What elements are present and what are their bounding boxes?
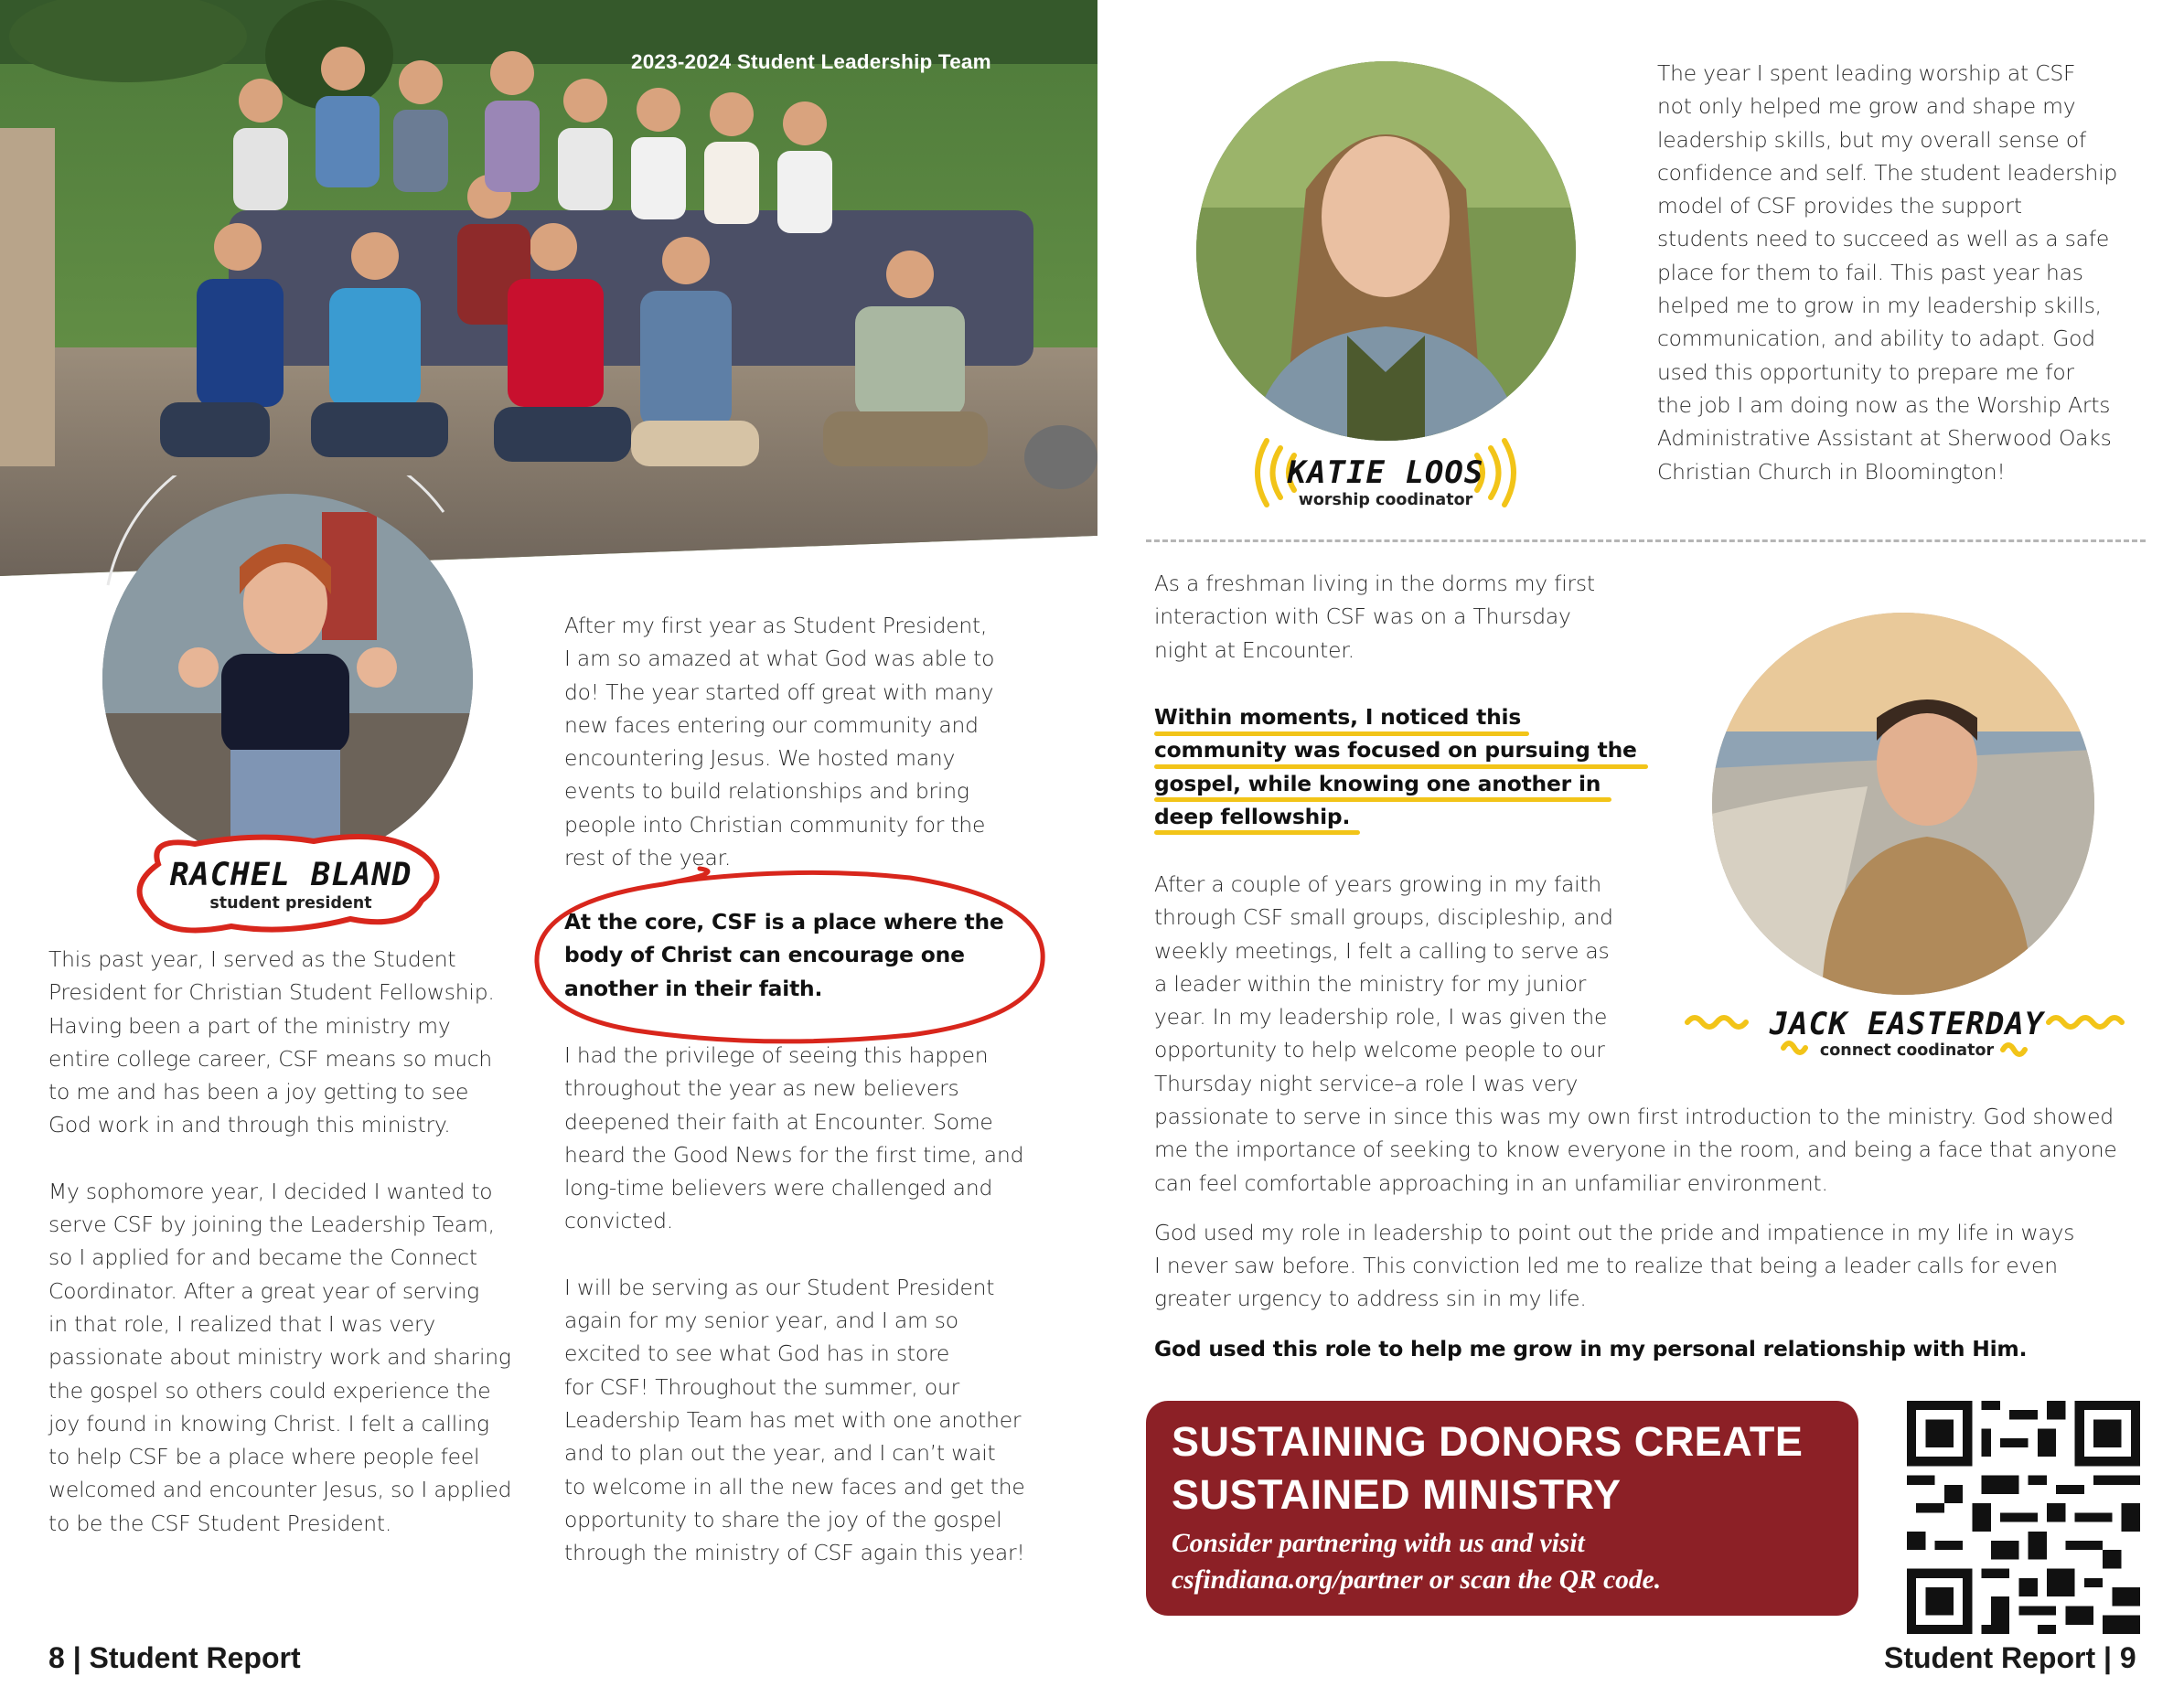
rachel-paragraph-5: I will be serving as our Student President again for my senior year, and I am so excited to see what God has in store for CSF! Throughout the summer, our Leadership Team has met with one another and to plan out the year, and I can’t wait to welcome in all the new faces and get the opportunity to share the joy of the gospel through the ministry of CSF again this year! <box>564 1274 1025 1566</box>
pull-quote-text: At the core, CSF is a place where the body of Christ can encourage one another in their faith. <box>564 909 1004 1001</box>
highlight-underline-4 <box>1154 830 1360 835</box>
jack-role: connect coodinator <box>1819 1041 1995 1060</box>
jack-highlight-text: Within moments, I noticed this community was focused on pursuing the gospel, while knowing one another in deep fellowship. <box>1154 704 1637 829</box>
section-divider <box>1146 539 2146 542</box>
rachel-paragraph-1: This past year, I served as the Student President for Christian Student Fellowship. Having been a part of the ministry my entire college career, CSF means so much to me and has been a joy getting to see God work in and through this ministry. <box>48 946 495 1138</box>
right-page-footer: Student Report | 9 <box>1884 1641 2136 1674</box>
katie-paragraph: The year I spent leading worship at CSF not only helped me grow and shape my leadership skills, but my overall sense of confidence and self. The student leadership model of CSF provides the support students need to succeed as well as a safe place for them to fail. This past year has helped me to grow in my leadership skills, communication, and ability to adapt. God used this opportunity to prepare me for the job I am doing now as the Worship Arts Administrative Assistant at Sherwood Oaks Christian Church in Bloomington! <box>1657 60 2118 485</box>
rachel-paragraph-3: After my first year as Student President, I am so amazed at what God was able to do! The year started off great with many new faces entering our community and encountering Jesus. We hosted many events to build relationships and bring people into Christian community for the rest of the year. <box>564 613 995 871</box>
left-column-2-intro <box>564 609 1058 874</box>
highlight-underline-2 <box>1154 764 1648 769</box>
donor-callout <box>1146 1401 1858 1616</box>
rachel-role: student president <box>209 894 372 913</box>
jack-paragraph-2a: After a couple of years growing in my faith through CSF small groups, discipleship, and weekly meetings, I felt a calling to serve as a leader within the ministry for my junior year. In my leadership role, I was given the opportunity to help welcome people to our Thursday night service–a role I was very <box>1154 871 1613 1096</box>
jack-paragraph-2-narrow <box>1154 868 1666 1100</box>
katie-column <box>1657 57 2169 488</box>
qr-code[interactable] <box>1907 1401 2140 1634</box>
katie-photo <box>1196 61 1576 441</box>
jack-paragraph-1: As a freshman living in the dorms my first interaction with CSF was on a Thursday night at Encounter. <box>1154 571 1595 663</box>
jack-avatar <box>1712 613 2094 995</box>
jack-name: JACK EASTERDAY <box>1769 1006 2045 1042</box>
jack-paragraph-3: God used my role in leadership to point out the pride and impatience in my life in ways I never saw before. This conviction led me to realize that being a leader calls for even greater urgency to address sin in my life. <box>1154 1219 2075 1312</box>
highlight-underline-1 <box>1154 731 1529 736</box>
rachel-name: RACHEL BLAND <box>169 857 412 893</box>
rachel-paragraph-4: I had the privilege of seeing this happen throughout the year as new believers deepened their faith at Encounter. Some heard the Good News for the first time, and long-time believers were challenged and convicted. <box>564 1042 1024 1234</box>
donor-title: SUSTAINING DONORS CREATE SUSTAINED MINISTRY <box>1172 1418 1804 1518</box>
jack-photo <box>1712 613 2094 995</box>
jack-closing: God used this role to help me grow in my personal relationship with Him. <box>1154 1335 2028 1361</box>
left-column-2-rest <box>564 1039 1076 1569</box>
rachel-avatar <box>102 494 473 864</box>
rachel-photo <box>102 494 473 864</box>
highlight-underline-3 <box>1154 797 1611 802</box>
jack-intro <box>1154 567 1666 667</box>
jack-paragraph-2-wide <box>1154 1100 2160 1365</box>
left-column-1 <box>48 943 561 1540</box>
rachel-paragraph-2: My sophomore year, I decided I wanted to serve CSF by joining the Leadership Team, so I applied for and became the Connect Coordinator. After a great year of serving in that role, I realized that I was very passionate about ministry work and sharing the gospel so others could experience the joy found in knowing Christ. I felt a calling to help CSF be a place where people feel welcomed and encounter Jesus, so I applied to be the CSF Student President. <box>48 1178 512 1536</box>
qr-code-icon <box>1907 1401 2140 1634</box>
pull-quote <box>564 905 1058 1005</box>
donor-subtitle: Consider partnering with us and visit csfindiana.org/partner or scan the QR code. <box>1172 1529 1662 1595</box>
team-caption: 2023-2024 Student Leadership Team <box>631 50 991 73</box>
katie-avatar <box>1196 61 1576 441</box>
katie-role: worship coodinator <box>1298 491 1473 509</box>
katie-name: KATIE LOOS <box>1287 454 1484 491</box>
jack-paragraph-2b: passionate to serve in since this was my own first introduction to the ministry. God showed me the importance of seeking to know everyone in the room, and being a face that anyone can feel comfortable approaching in an unfamiliar environment. <box>1154 1104 2117 1196</box>
left-page-footer: 8 | Student Report <box>48 1641 301 1674</box>
